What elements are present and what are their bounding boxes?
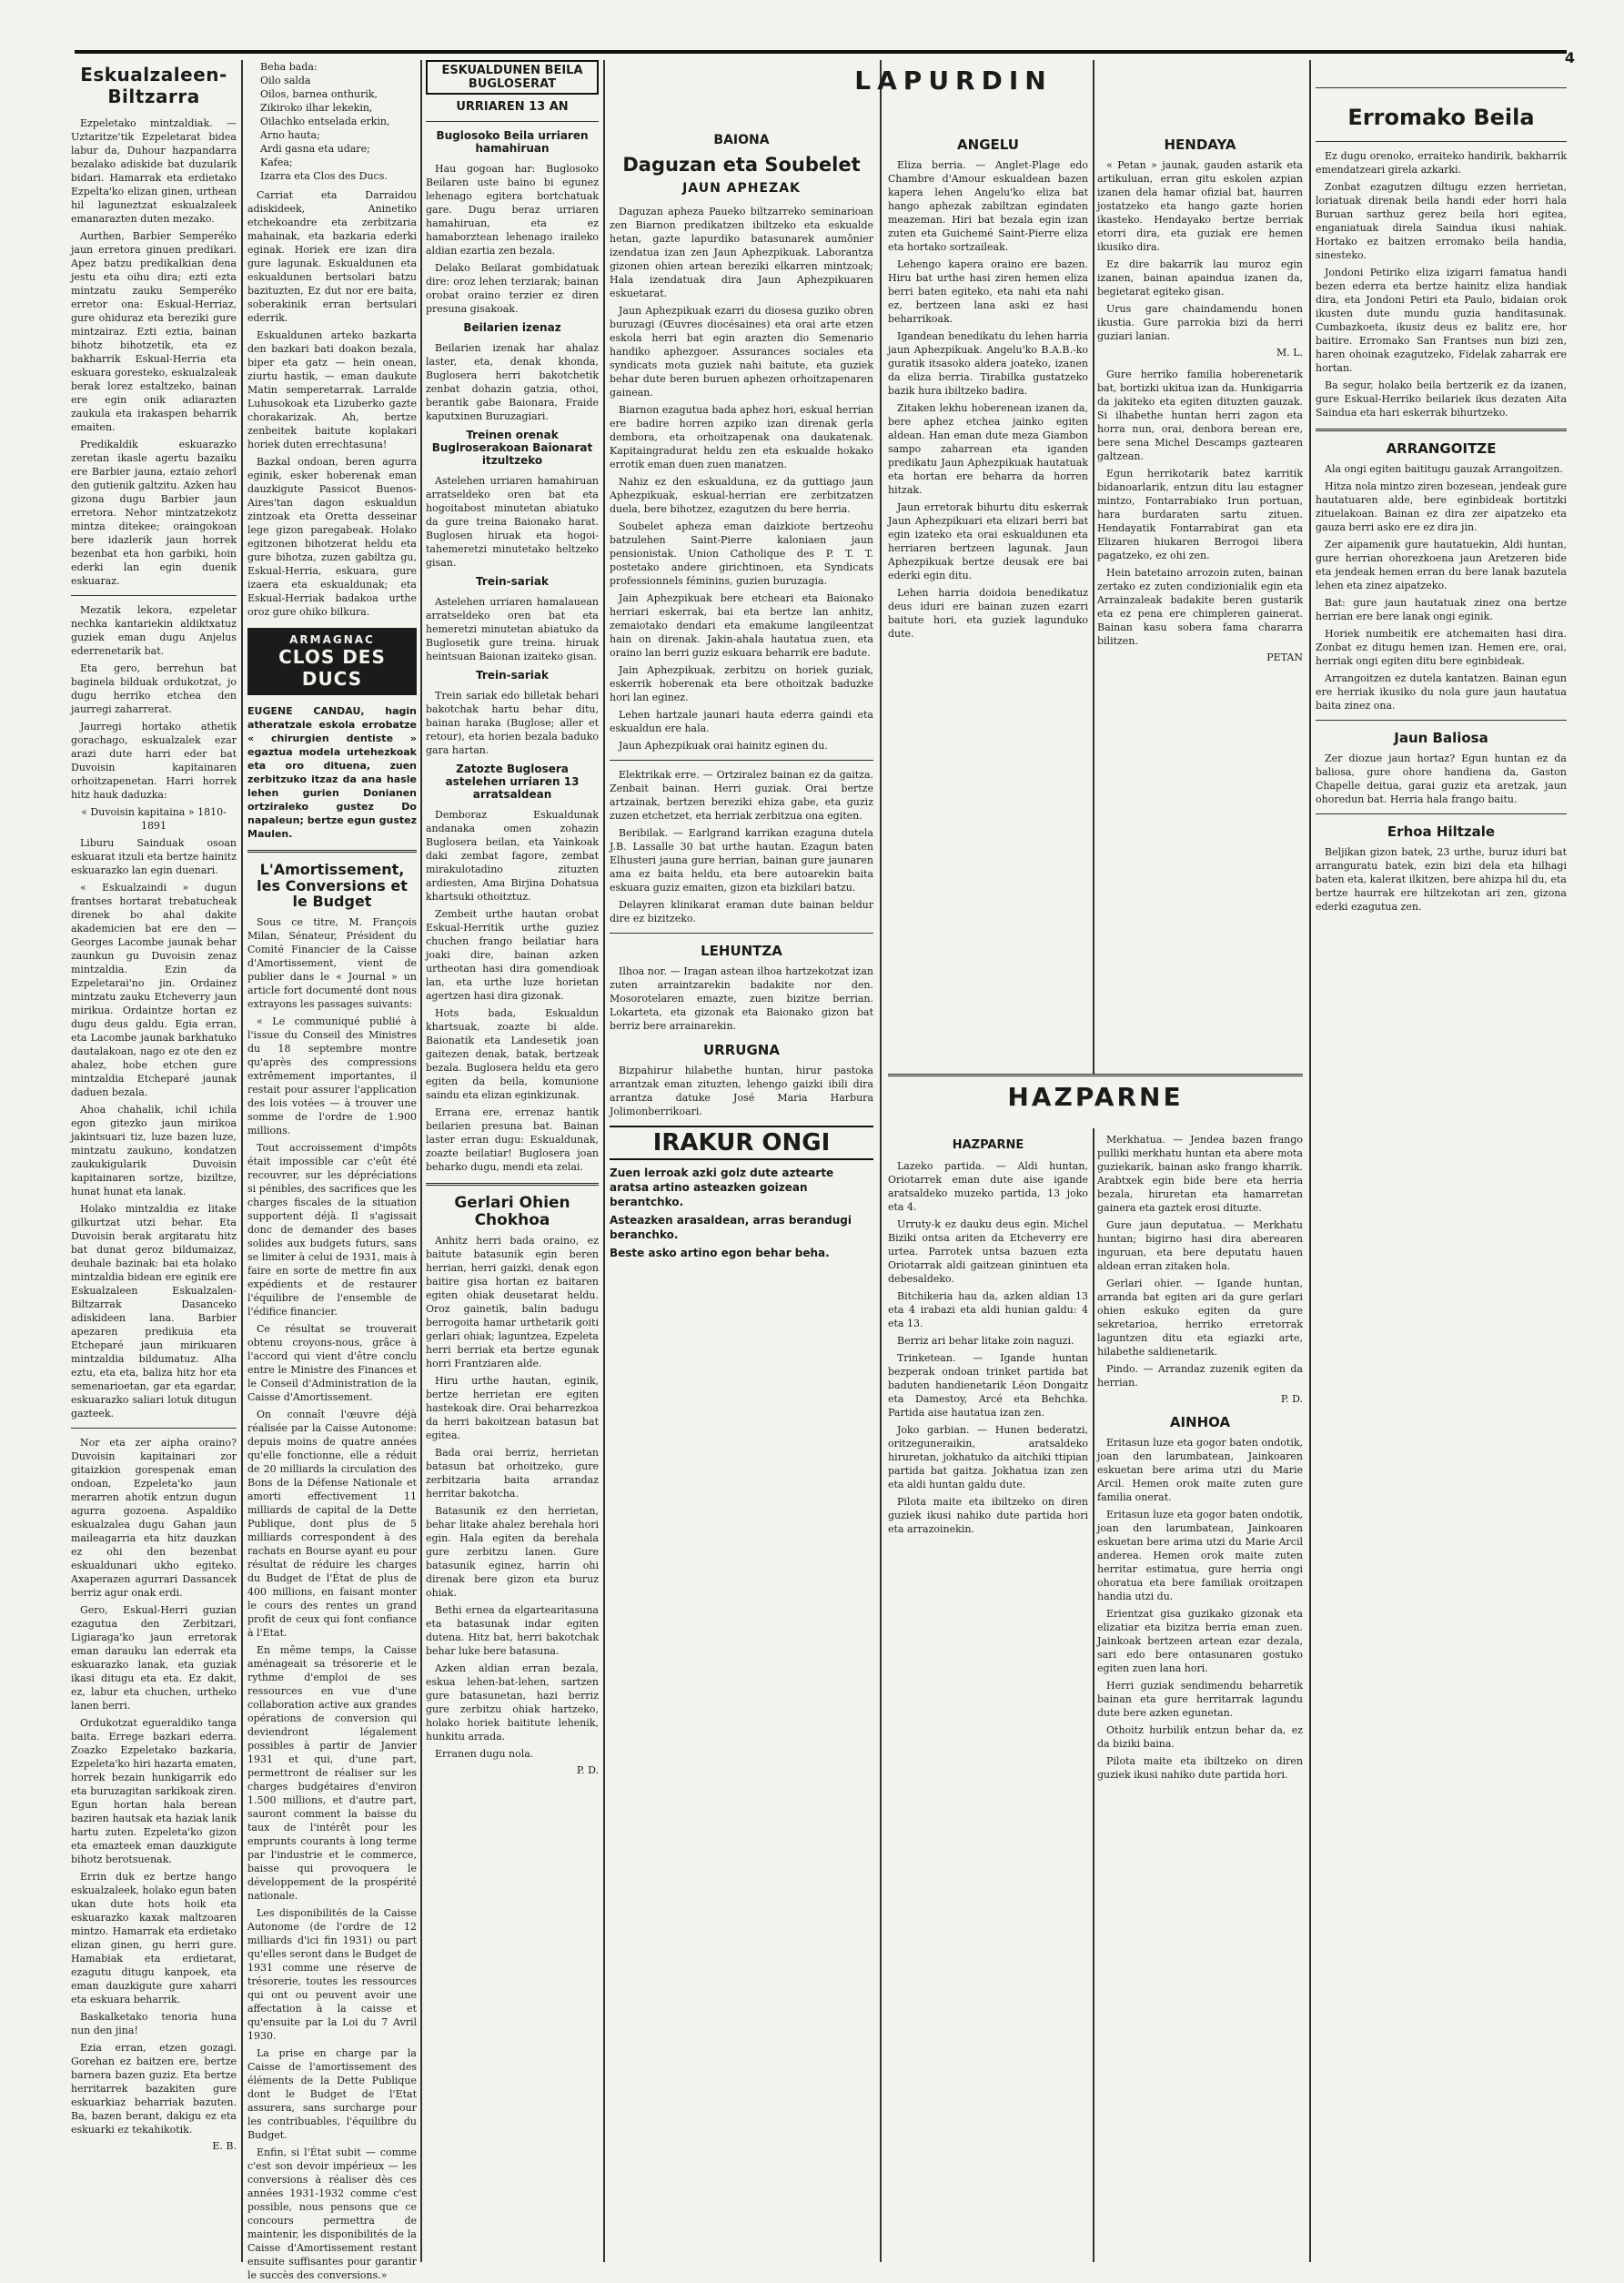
notice-line: Zuen lerroak azki golz dute aztearte aratsa artino asteazken goizean berantchko. xyxy=(610,1167,834,1209)
signature: PETAN xyxy=(1266,652,1303,663)
paragraph: Gure jaun deputatua. — Merkhatu huntan; bigirno hasi dira aberearen inguruan, eta bere deputatu hauen aldean erran zitaken hola. xyxy=(1097,1219,1303,1272)
column-divider xyxy=(1093,60,1094,2262)
signature: E. B. xyxy=(212,2140,237,2152)
paragraph: Pindo. — Arrandaz zuzenik egiten da herrian. xyxy=(1097,1363,1303,1389)
paragraph: Holako mintzaldia ez litake gilkurtzat utzi behar. Eta Duvoisin berak argitaratu hitz bat dunat geroz bildumaizaz, deuhale bazinak: bai eta holako mintzaldia bidean ere eginik ere Eskualzaleen Eskualzalen-Biltzarrak Dasanceko adiskideen lana. Barbier apezaren predikuia eta Etcheparé jaun mirikuaren mintzaldia bildumatuz. Alha eztu, eta eta, baliza hitz hor eta semenarioetan, gar eta egardar, eskuarazko saliari lotuk ditugun gazteek. xyxy=(71,1203,237,1419)
paragraph: Bada orai berriz, herrietan batasun bat orhoitzeko, gure zerbitzaria baita arrandaz herritar bakotcha. xyxy=(426,1447,599,1500)
paragraph: Jondoni Petiriko eliza izigarri famatua handi bezen ederra eta bertze hainitz eliza handiak dira, eta Jondoni Petiri eta Paulo, bidaian orok ikusten dute mundu guzia handitasunak. Cumbazkoeta, ikusiz deus ez balitz ere, hor baitire. Erromako San Frantses nun bizi zen, haren ohoinak ezagutzeko, Fidelak zaharrak ere hortan. xyxy=(1316,267,1567,374)
separator xyxy=(71,595,237,596)
paragraph: Pilota maite eta ibiltzeko on diren guziek ikusi nahiko dute partida hori. xyxy=(1097,1755,1303,1781)
section-heading: Treinen orenak Buglroserakoan Baionarat itzultzeko xyxy=(431,429,593,467)
paragraph: Biarnon ezagutua bada aphez hori, eskual herrian ere badire horren azpiko izan direnak gerla dembora, eta orhoitzapenak ona daukatenak. Kapitaingradurat heldu zen eta eskualde hokako errotik eman duen zuen manatzen. xyxy=(610,404,873,471)
column-hazparne xyxy=(888,1133,1088,2261)
paragraph: Gure herriko familia hoberenetarik bat, bortizki ukitua izan da. Hunkigarria da jakiteko eta egiten dituzten gauzak. Si ilhabethe huntan herri zagon eta horra nun, orai, denbora berean ere, bere sena Michel Descamps gaztearen galtzean. xyxy=(1097,369,1303,462)
article-title: Daguzan eta Soubelet xyxy=(622,154,861,176)
paragraph: Soubelet apheza eman daizkiote bertzeohu batzulehen Saint-Pierre kaloniaen jaun pensionistak. Union Catholique des P. T. T. postetako andere girichtinoen, eta Syndicats professionnels féminins, guzien buruzagia. xyxy=(610,520,873,588)
paragraph: Bizpahirur hilabethe huntan, hirur pastoka arrantzak eman zituzten, lehengo gaizki ibili dira arrantza datuke José Maria Harbura Jolimonberrikoari. xyxy=(610,1065,873,1118)
paragraph: Beribilak. — Earlgrand karrikan ezaguna dutela J.B. Lassalle 30 bat urthe hautan. Ezagun baten Elhusteri jauna gure herrian, bainan gure jaunaren ama ez baita heldu, eta bere autoarekin baita eskuara guziz emaiten, gizon eta bizkilari batzu. xyxy=(610,827,873,894)
separator xyxy=(247,850,417,853)
notice-line: Beste asko artino egon behar beha. xyxy=(610,1247,830,1260)
top-rule xyxy=(75,50,1567,54)
paragraph: Ala ongi egiten baititugu gauzak Arrangoitzen. xyxy=(1325,463,1563,475)
paragraph: Joko garbian. — Hunen bederatzi, oritzeguneraikin, aratsaldeko hiruretan, jokhatuko da aitchiki ttipian partida bat gaitza. Jokhatua izan zen eta aldi huntan galdu dute. xyxy=(888,1424,1088,1490)
paragraph: Delayren klinikarat eraman dute bainan beldur dire ez bizitzeko. xyxy=(610,899,873,925)
menu-line: Oilo salda xyxy=(260,75,311,86)
paragraph: Zitaken lekhu hoberenean izanen da, bere aphez etchea jainko egiten aldean. Han eman dute meza Giambon sampo zaharrean eta iganden predikatu Jaun Aphezpikuak hautatuak eta hortan ere beharra da horren hitzak. xyxy=(888,402,1088,496)
paragraph: « Petan » jaunak, gauden astarik eta artikuluan, erran gitu eskolen azpian izanen dela hamar ofizial bat, haurren jostatzeko eta hango gazte horien ikasteko. Hendayako bertze berriak etorri dira, eta guziak ere hemen ikusiko dira. xyxy=(1097,159,1303,253)
paragraph: Gero, Eskual-Herri guzian ezagutua den Zerbitzari, Ligiaraga'ko jaun erretorak eman darauku lan ederrak eta eskuarazko lanak, eta guziak ikasi ditugu eta eta. Ez dakit, ez, labur eta chuchen, urtheko lanen berri. xyxy=(71,1604,237,1712)
town-heading: HAZPARNE xyxy=(952,1138,1024,1152)
paragraph: Ordukotzat egueraldiko tanga baita. Errege bazkari ederra. Zoazko Ezpeletako bazkaria, Ezpeleta'ko hiri hazarta ematen, horrek bezain hunkigarrik edo eta buruzagitan sarkikoak ziren. Egun hortan hala berean baziren hautsak eta haziak lanik hartu zuten. Ezpeleta'ko gizon eta emazteek eman dauzkigute bihotz berotsuenak. xyxy=(71,1717,237,1865)
town-heading: BAIONA xyxy=(713,133,770,147)
byline: JAUN APHEZAK xyxy=(682,181,801,197)
paragraph: Anhitz herri bada oraino, ez baitute batasunik egin beren herrian, herri gaizki, denak egon baitire gisa hortan ez baitaren egiten ohiak deusetarat heldu. Oroz gainetik, balin badugu berrogoita hamar urthetarik goiti gerlari ohiak; laguntzea, Ezpeleta herri berriak eta bertze egunak horri Frantziaren alde. xyxy=(426,1235,599,1370)
article-title: L'Amortissement, les Conversions et le Budget xyxy=(257,861,408,911)
signature: M. L. xyxy=(1276,347,1303,359)
paragraph: Trinketean. — Igande huntan bezperak ondoan trinket partida bat baduten handienetarik Léon Dongaitz eta Damestoy, Arcé eta Behchka. Partida aise hautatua izan zen. xyxy=(888,1352,1088,1419)
menu-line: Izarra eta Clos des Ducs. xyxy=(260,170,388,182)
paragraph: Jaun Aphezpikuak ezarri du diosesa guziko obren buruzagi (Œuvres diocésaines) eta orai arte etzen eskola herri bat egin arazten dio Semenario handiko aphezgoer. Assurances sociales eta syndicats mota guziek nahi baitute, eta guziek behar dute beren buruen aphezen orhoitzapenaren gainean. xyxy=(610,305,873,399)
notice-title: IRAKUR ONGI xyxy=(610,1126,873,1160)
paragraph: Hau gogoan har: Buglosoko Beilaren uste baino bi egunez lehenago egitera bortchatuak gare. Dugu beraz urriaren hamahiruan, eta ez hamaborztean lehenago iraileko aldian ezartia zen bezala. xyxy=(426,163,599,257)
paragraph: Zer diozue jaun hortaz? Egun huntan ez da baliosa, gure ohore handiena da, Gaston Chapelle deitua, garai guziz eta aretzak, jaun ohoredun bat. Herria hala frango baitu. xyxy=(1316,753,1567,805)
hazparne-banner xyxy=(888,1074,1303,1128)
separator xyxy=(888,1074,1303,1076)
section-heading: Trein-sariak xyxy=(476,575,549,588)
ad-line-1: ARMAGNAC xyxy=(289,633,375,646)
paragraph: Zonbat ezagutzen diltugu ezzen herrietan, loriatuak direnak beila handi eder horri hala Buruan sarthuz gerez beila hori egitea, enganiatuak direla Saindua ikusi nahiak. Hortako ez baitzen erromako beila handia, sinesteko. xyxy=(1316,181,1567,261)
paragraph: Mezatik lekora, ezpeletar nechka kantariekin aldiktxatuz guziek eman dugu Anjelus ederrenetarik bat. xyxy=(71,604,237,657)
paragraph: Astelehen urriaren hamalauean arratseldeko oren bat eta hemeretzi minutetan abiatuko da Buglosetik gure treina. hiruak heintsuan Baionan izaiteko gisan. xyxy=(426,596,599,662)
paragraph: Ba segur, holako beila bertzerik ez da izanen, gure Eskual-Herriko beilariek ikus dezaten Aita Saindua eta hari eskerrak bihurtzeko. xyxy=(1316,379,1567,419)
paragraph: Gerlari ohier. — Igande huntan, arranda bat egiten ari da gure gerlari ohien eskuko egiten da gure sekretarioa, herriko erretorrak laguntzen ditu eta egiazki arte, hilabethe saldienetarik. xyxy=(1097,1278,1303,1358)
paragraph: Arrangoitzen ez dutela kantatzen. Bainan egun ere herriak ikusiko du nola gure jaun hautatua baita zinez ona. xyxy=(1316,672,1567,712)
paragraph: Hots bada, Eskualdun khartsuak, zoazte bi alde. Baionatik eta Landesetik joan gaitezen denak, batak, bertzeak bezala. Buglosera heldu eta gero egiten da beila, komunione saindu eta elizan eginkizunak. xyxy=(426,1007,599,1101)
paragraph: Ezia erran, etzen gozagi. Gorehan ez baitzen ere, bertze barnera bazen guziz. Eta bertze herritarrek bazakiten gure eskuarkiaz beharriak bazuten. Ba, bazen berant, dakigu ez eta eskuarki ez tekahikotik. xyxy=(71,2042,237,2136)
notice-line: Asteazken arasaldean, arras berandugi beranchko. xyxy=(610,1214,852,1242)
signature: P. D. xyxy=(576,1764,599,1777)
paragraph: Lehen harria doidoia benedikatuz deus iduri ere bainan zuzen ezarri baitute hori, eta guziek lagunduko dute. xyxy=(888,587,1088,640)
section-heading: Buglosoko Beila urriaren hamahiruan xyxy=(436,129,589,155)
paragraph: Daguzan apheza Paueko biltzarreko seminarioan zen Biarnon predikatzen ibiltzeko eta eskualde hetan, gazte lapurdiko batasunarek aumônier izendatua izan zen Jaun Aphezpikuak. Laborantza gizonen ohien artean bereziki elkarren mintzoak; Hala izendatuak dira Jaun Aphezpikuaren eskuetarat. xyxy=(610,206,873,300)
paragraph: Jaun erretorak bihurtu ditu eskerrak Jaun Aphezpikuari eta elizari berri bat egin izateko eta orai eskualdunen eta herriaren bertzeen lagunak. Jaun Aphezpikuak bertze deusak ere bai ederki egin ditu. xyxy=(888,501,1088,581)
separator xyxy=(426,1183,599,1186)
article-body xyxy=(71,116,237,2152)
article-title: Jaun Baliosa xyxy=(1394,730,1488,746)
separator xyxy=(610,933,873,934)
paragraph: Jain Aphezpikuak bere etcheari eta Baionako herriari eskerrak, bai eta bertze lan anhitz, zemaiotako dendari eta emakume langileentzat hain on direnak. Jakin-ahala hautatua zuen, eta oraino lan berri guziz eskuara beharrik ere badute. xyxy=(610,592,873,660)
paragraph: Berriz ari behar litake zoin naguzi. xyxy=(897,1335,1074,1347)
page-number: 4 xyxy=(1564,49,1575,66)
column-buglose-pilgrimage xyxy=(426,60,599,2262)
section-heading: Zatozte Buglosera astelehen urriaren 13 arratsaldean xyxy=(445,763,580,801)
menu-line: Beha bada: xyxy=(260,61,318,73)
paragraph: Merkhatua. — Jendea bazen frango pulliki merkhatu huntan eta abere mota guziekarik, bainan asko frango kharrik. Arabtxek egin bide bere eta herria bezala, hiruretan eta hamarretan gainera eta gaztek erosi dituzte. xyxy=(1097,1134,1303,1214)
town-heading: HENDAYA xyxy=(1164,136,1236,153)
paragraph: En même temps, la Caisse aménageait sa trésorerie et le rythme d'emploi de ses ressources en vue d'une collaboration active aux grandes opérations de conversion qui deviendront légalement possibles à partir de Janvier 1931 et qui, d'une part, permettront de réaliser sur les charges budgétaires d'environ 1.500 millions, et d'autre part, sauront comment la baisse du taux de l'intérêt pour les emprunts courants à long terme par l'industrie et le commerce, baisse qui provoquera le développement de la prospérité nationale. xyxy=(247,1643,417,1902)
paragraph: Beilarien izenak har ahalaz laster, eta, denak khonda, Buglosera herri bakotchetik zenbat dohazin gatzia, othoi, berantik gabe Baionara, Fraide kaputxinen Buruzagiari. xyxy=(426,342,599,422)
paragraph: « Le communiqué publié à l'issue du Conseil des Ministres du 18 septembre montre qu'après des compressions extrêmement importantes, il restait pour assurer l'application des lois votées — à trouver une somme de l'ordre de 1.900 millions. xyxy=(247,1015,417,1136)
separator xyxy=(1316,141,1567,142)
section-title: LAPURDIN xyxy=(854,66,1053,96)
separator xyxy=(1316,87,1567,88)
column-baiona xyxy=(610,127,873,2262)
paragraph: Herri guziak sendimendu beharretik bainan eta gure herritarrak lagundu dute bere azken egunetan. xyxy=(1097,1680,1303,1719)
town-heading: URRUGNA xyxy=(703,1042,780,1059)
paragraph: Ilhoa nor. — Iragan astean ilhoa hartzekotzat izan zuten arraintzarekin badakite nor den. Mosorotelaren emazte, zuen bizitze berrian. Lokarteta, eta gizonak eta Baionako gizon bat berriz bere arrainarekin. xyxy=(610,965,873,1033)
paragraph: Lehengo kapera oraino ere bazen. Hiru bat urthe hasi ziren hemen eliza berri baten egiteko, eta nahi eta nahi ez, bertzeen lana aski ez hasi beharrikoak. xyxy=(888,258,1088,325)
paragraph: Errana ere, errenaz hantik beilarien presuna bat. Bainan laster erran dugu: Eskualdunak, zoazte beilatiar! Buglosera joan beharko dugu, mendi eta zelai. xyxy=(426,1106,599,1173)
menu-line: Ardi gasna eta udare; xyxy=(260,143,370,155)
town-heading: ARRANGOITZE xyxy=(1386,440,1497,457)
menu-line: Oilos, barnea onthurik, xyxy=(260,88,378,100)
paragraph: La prise en charge par la Caisse de l'amortissement des éléments de la Dette Publique dont le Budget de l'Etat assurera, sans surcharge pour les contribuables, l'équilibre du Budget. xyxy=(247,2046,417,2141)
paragraph: Lazeko partida. — Aldi huntan, Oriotarrek eman dute aise igande aratsaldeko muzeko partida, 13 joko eta 4. xyxy=(888,1160,1088,1213)
column-divider xyxy=(1309,60,1311,2262)
paragraph: Jaun Aphezpikuak orai hainitz eginen du. xyxy=(619,740,828,753)
column-hendaya xyxy=(1097,127,1303,1070)
column-erromako-beila xyxy=(1316,60,1567,2262)
paragraph: Nahiz ez den eskualduna, ez da guttiago jaun Aphezpikuak, eskual-herrian ere zerbitzatzen duela, bere bihotzez, ezagutzen du bere herria. xyxy=(610,476,873,516)
paragraph: Eta gero, berrehun bat baginela bilduak ordukotzat, jo dugu herriko etchea den jaurregi zaharrerat. xyxy=(71,662,237,715)
paragraph: Jaurregi hortako athetik gorachago, eskualzalek ezar arazi dute harri eder bat Duvoisin kapitainaren orhoitzapenetan. Harri horrek hitz hauk daduzka: xyxy=(71,721,237,801)
paragraph: Eritasun luze eta gogor baten ondotik, joan den larumbatean, Jainkoaren eskuetan bere arima utzi du Marie Arcil. Hemen orok maite zuten gure familia onerat. xyxy=(1097,1437,1303,1503)
paragraph: Liburu Sainduak osoan eskuarat itzuli eta bertze hainitz eskuarazko lan egin duenari. xyxy=(71,837,237,876)
paragraph: Pilota maite eta ibiltzeko on diren guziek ikusi nahiko dute partida hori eta arrazoinekin. xyxy=(888,1496,1088,1535)
paragraph: Hein batetaino arrozoin zuten, bainan zertako ez zuten condizionialik egin eta Arrainzaleak badakite beren gustarik eta ez pena ere chimpleren gainerat. Bainan kasu sobera fama chararra bilitzen. xyxy=(1097,567,1303,647)
section-title: HAZPARNE xyxy=(1007,1082,1184,1112)
column-divider xyxy=(880,60,882,2262)
separator xyxy=(426,121,599,122)
paragraph: Errin duk ez bertze hango eskualzaleek, holako egun baten ukan dute hots hoik eta eskuarazko kaxak maltzoaren mintzo. Hamarrak eta erdietako elizan ginen, gu herri gure. Hamabiak eta erdietarat, ezagutu ditugu kanpoek, eta eman dauzkigute gure xaharri eta eskuara beharrik. xyxy=(71,1871,237,2005)
paragraph: Trein sariak edo billetak behari bakotchak hartu behar ditu, bainan haraka (Buglose; aller et retour), eta horien bezala baduko gara hartan. xyxy=(426,690,599,756)
town-heading: LEHUNTZA xyxy=(701,943,782,960)
paragraph: « Eskualzaindi » dugun frantses hortarat trebatucheak direnek bo ahal dakite akademicien bat ere den — Georges Lacombe jaunak behar zaunkun gu Duvoisin zenaz mintzaldia. Ezin da Ezpeletarai'no jin. Ordainez mintzatu zauku Etcheverry jaun mirikua. Ordaintze hortan ez dugu deus galdu. Egia erran, eta Lacombe jaunak barkhatuko dautalakoan, nago ez ote den ez ahalez, hobe etchen gure mintzaldia Etcheparé jaunak daduen bezala. xyxy=(71,882,237,1098)
ad-line-2: CLOS DES DUCS xyxy=(278,646,386,690)
town-heading: AINHOA xyxy=(1169,1414,1231,1430)
column-eskualzaleen-biltzarra xyxy=(71,60,237,2262)
paragraph: Bitchikeria hau da, azken aldian 13 eta 4 irabazi eta aldi hunian galdu: 4 eta 13. xyxy=(888,1290,1088,1329)
menu-line: Arno hauta; xyxy=(260,129,320,141)
menu-list xyxy=(260,60,417,183)
paragraph: Ezpeletako mintzaldiak. — Uztaritze'tik Ezpeletarat bidea labur da, Duhour hazpandarra bezalako adiskide bat duzularik bidari. Hamarrak eta erdietako Ezpelta'ko elizan ginen, urthean hil laguneztzat eskualzaleek emanarazten duten mezako. xyxy=(71,117,237,225)
paragraph: Ce résultat se trouverait obtenu croyons-nous, grâce à l'accord qui vient d'être conclu entre le Ministre des Finances et le Conseil d'Administration de la Caisse d'Amortissement. xyxy=(247,1322,417,1403)
monument-inscription: « Duvoisin kapitaina » 1810-1891 xyxy=(81,806,227,832)
paragraph: Elektrikak erre. — Ortziralez bainan ez da gaitza. Zenbait bainan. Herri guziak. Orai bertze artzainak, bertzen bereziki ehiza gabe, eta guziz zuzen etchetzet, eta herriak zerbitzua ona egiten. xyxy=(610,769,873,823)
paragraph: Nor eta zer aipha oraino? Duvoisin kapitainari zor gitaizkion gorespenak eman ondoan, Ezpeleta'ko jaun merarren ahotik entzun dugun agurra gozoena. Aspaldiko eskualzalea dugu Gahan jaun maileagarria eta hitz dauzkan ez ohi den bezenbat eskualdunari ukho egiteko. Axaperazen agurrari Dassancek berriz agur onak erdi. xyxy=(71,1437,237,1599)
column-divider xyxy=(420,60,422,2262)
paragraph: Azken aldian erran bezala, eskua lehen-bat-lehen, sartzen gure batasunetan, hazi berriz gure zerbitzu ohiak hartzeko, holako horiek baititute lehenik, hunkitu arrada. xyxy=(426,1662,599,1743)
paragraph: Predikaldik eskuarazko zeretan ikasle agertu bazaiku ere Barbier jauna, eztaio zehorl den gutienik galtzitu. Azken hau gizona dugu Barbier jaun erretora. Nehor mintzatzekotz mintza ditekee; oraingokoan bere idazlerik jaun horrek bezenbat eta hon garbiki, hoin ederki lan egin duenik eskuaraz. xyxy=(71,439,237,587)
menu-line: Zikiroko ilhar lekekin, xyxy=(260,102,373,114)
separator xyxy=(71,1428,237,1429)
paragraph: Sous ce titre, M. François Milan, Sénateur, Président du Comité Financier de la Caisse d'Amortissement, vient de publier dans le « Journal » un article fort documenté dont nous extrayons les passages suivants: xyxy=(247,915,417,1010)
paragraph: Baskalketako tenoria huna nun den jina! xyxy=(71,2011,237,2036)
paragraph: Batasunik ez den herrietan, behar litake ahalez berehala hori egin. Hala egiten da berehala gure zerbitzu lanen. Gure batasunik eginez, harrin ohi direnak bere gizon eta buruz ohiak. xyxy=(426,1505,599,1600)
paragraph: Erranen dugu nola. xyxy=(435,1748,534,1761)
paragraph: Othoitz hurbilik entzun behar da, ez da biziki baina. xyxy=(1097,1724,1303,1750)
town-heading: ANGELU xyxy=(957,136,1019,153)
paragraph: Erientzat gisa guzikako gizonak eta elizatiar eta bizitza berria eman zuen. Jainkoak bertzeen artean ezar dezala, sari edo bere ontasunaren gostuko egiten zuen lana hori. xyxy=(1097,1608,1303,1674)
menu-line: Oilachko entselada erkin, xyxy=(260,116,390,127)
paragraph: Beljikan gizon batek, 23 urthe, buruz iduri bat arranguratu batek, ezin bizi dela eta hilhagi baten eta, kalerat ilkitzen, bere ahizpa hil du, eta bertze haurrak ere hiltzekotan ari zen, gizona ederki ezagutua zen. xyxy=(1316,846,1567,913)
paragraph: Jain Aphezpikuak, zerbitzu on horiek guziak, eskerrik hoberenak eta bere othoitzak baduzke hori lan eginez. xyxy=(610,664,873,704)
paragraph: On connaît l'œuvre déjà réalisée par la Caisse Autonome: depuis moins de quatre années qu'elle fonctionne, elle a réduit de 20 milliards la circulation des Bons de la Défense Nationale et amorti effectivement 11 milliards de capital de la Dette Publique, dont plus de 5 milliards correspondent à des rachats en Bourse ayant eu pour résultat de réduire les charges du Budget de l'État de plus de 400 millions, en faisant monter le cours des rentes un grand profit de ceux qui font confiance à l'Etat. xyxy=(247,1408,417,1639)
paragraph: Tout accroissement d'impôts était impossible car c'eût été recouvrer, sur les dépréciations si pénibles, des sacrifices que les charges fiscales de la situation supportent déjà. Il s'agissait donc de demander des bases solides aux budgets futurs, sans se limiter à celui de 1931, mais à faire en sorte de mettre fin aux expédients et de restaurer l'équilibre de l'ensemble de l'édifice financier. xyxy=(247,1141,417,1318)
article-title: Gerlari Ohien Chokhoa xyxy=(454,1194,570,1229)
section-heading: Beilarien izenaz xyxy=(463,321,561,334)
separator xyxy=(610,760,873,761)
paragraph: Bat: gure jaun hautatuak zinez ona bertze herrian ere bere lanak ongi eginik. xyxy=(1316,597,1567,622)
paragraph: Les disponibilités de la Caisse Autonome (de l'ordre de 12 milliards d'ici fin 1931) ou part qu'elles seront dans le Budget de 1931 comme une réserve de trésorerie, toutes les ressources qui ont ou peuvent avoir une affectation à la caisse et qu'ensuite par la Loi du 7 Avril 1930. xyxy=(247,1906,417,2042)
column-divider xyxy=(241,60,243,2262)
paragraph: Ahoa chahalik, ichil ichila egon gitezko jaun mirikoa jakintsuari tiz, luze bazen luze, mintzatu zaukuno, kondatzen zaukukigularik Duvoisin kapitainaren sortze, biziltze, hunat hunat eta lanak. xyxy=(71,1104,237,1197)
paragraph: Ez dugu orenoko, erraiteko handirik, bakharrik emendatzeari girela azkarki. xyxy=(1316,150,1567,176)
article-date: URRIAREN 13 AN xyxy=(456,100,569,114)
paragraph: Igandean benedikatu du lehen harria jaun Aphezpikuak. Angelu'ko B.A.B.-ko guratik itsasoko aldera joateko, izanen da eliza berria. Tirabilka gustatzeko bazik hura ibiltzeko badira. xyxy=(888,330,1088,397)
armagnac-advertisement xyxy=(247,628,417,695)
paragraph: Bethi ernea da elgartearitasuna eta batasunak indar egiten dutena. Hitz bat, herri bakotchak behar luke bere batasuna. xyxy=(426,1604,599,1658)
separator xyxy=(1316,813,1567,814)
paragraph: Carriat eta Darraidou adiskideek, Aninetiko etchekoandre eta zerbitzaria mahainak, eta bazkaria ederki eginak. Horiek ere izan dira gure lagunak. Eskualdunen eta eskualdunen bertsolari batzu bazituzten, Ez dut nor ere baita, soberakinik erran bertsulari ederrik. xyxy=(247,189,417,324)
paragraph: Bazkal ondoan, beren agurra eginik, esker hoberenak eman dauzkigute Passicot Buenos-Aires'tan dagon eskualdun zintzoak eta Oretta desseinar lege gizon paregabeak. Holako egitzonen bihotzerat heldu eta gure bihotza, zuzen gabiltza gu, Eskual-Herria, eskuara, gure izaera eta eskualdunak; eta Eskual-Herriak badakoa urthe oroz gure ohiko bilkura. xyxy=(247,456,417,618)
paragraph: Zer aipamenik gure hautatuekin, Aldi huntan, gure herrian ohorezkoena jaun Aretzeren bide eta jendeak hemen erran du bere lanak bazutela lehen eta zinez aipatzeko. xyxy=(1316,539,1567,591)
paragraph: Horiek numbeitik ere atchemaiten hasi dira. Zonbat ez ditugu hemen izan. Hemen ere, orai, herriak ongi egiten ditu bere eginbideak. xyxy=(1316,628,1567,667)
paragraph: Delako Beilarat gombidatuak dire: oroz lehen terziarak; bainan orobat oraino terzier ez diren presuna gisakoak. xyxy=(426,262,599,315)
column-divider xyxy=(603,60,605,2262)
paragraph: Enfin, si l'État subit — comme c'est son devoir impérieux — les conversions à réaliser dès ces années 1931-1932 comme c'est possible, nous pensons que ce concours permettra de maintenir, les disponibilités de la Caisse d'Amortissement restant ensuite suffisantes pour garantir le succès des conversions.» xyxy=(247,2146,417,2281)
paragraph: Urruty-k ez dauku deus egin. Michel Biziki ontsa ariten da Etcheverry ere urtea. Parrotek untsa bazuen ezta Oriotarrak aldi gaitzean ginintuen eta debesaldeko. xyxy=(888,1218,1088,1285)
column-menu-and-finance xyxy=(247,60,417,2281)
paragraph: Eskualdunen arteko bazkarta den bazkari bati doakon bezala, biper eta gatz — hein onean, ziurtu hastik, — eman daukute Matin semperetarrak. Larralde Luhusokoak eta Lizuberko gazte chorakarizak. Ah, bertze zenbeitek baitute koplakari horiek duten errechtasuna! xyxy=(247,329,417,450)
signature: P. D. xyxy=(1280,1393,1303,1405)
paragraph: Aurthen, Barbier Semperéko jaun erretora ginuen predikari. Apez batzu predikalkian dena jestu eta oihu dira; ezti ezta mintzatu zauku Semperéko erretor ona: Eskual-Herriaz, gure ohiduraz eta bereziki gure mintzairaz. Ezti eztia, bainan bihotz bihotzetik, eta ez bakharrik Eskual-Herria eta eskuara goresteko, eskualzaleak berak lorez estaltzeko, bainan ere egin onik adiarazten zaukula eta irakaspen beharrik emaiten. xyxy=(71,230,237,433)
separator xyxy=(1316,429,1567,431)
paragraph: Demboraz Eskualdunak andanaka omen zohazin Buglosera beilan, eta Yainkoak daki zembat fagore, zembat mirakulotadino zituzten ardiesten, Ama Birjina Dohatsua khartsuki othoitztuz. xyxy=(426,809,599,903)
paragraph: Urus gare chaindamendu honen ikustia. Gure parrokia bizi da herri guziari lanian. xyxy=(1097,303,1303,342)
paragraph: Astelehen urriaren hamahiruan arratseldeko oren bat eta hogoitabost minutetan abiatuko da gure treina Baionako harat. Buglosen hiruak eta hogoi-tahemeretzi minutetako heltzeko gisan. xyxy=(426,475,599,569)
column-hazparne-continued xyxy=(1097,1133,1303,2261)
section-heading: Trein-sariak xyxy=(476,669,549,682)
paragraph: Zembeit urthe hautan orobat Eskual-Herritik urthe guziez chuchen frango beilatiar hara joaki dire, bainan azken urtheotan hasi dira gomendioak lan, eta urthe luze horietan agertzen hasi dira gizonak. xyxy=(426,908,599,1002)
paragraph: Lehen hartzale jaunari hauta ederra gaindi eta eskualdun ere hala. xyxy=(610,709,873,735)
article-title: Erromako Beila xyxy=(1347,105,1535,130)
menu-line: Kafea; xyxy=(260,157,293,168)
paragraph: Ez dire bakarrik lau muroz egin izanen, bainan apaindua izanen da, begietarat egiteko gisan. xyxy=(1097,258,1303,298)
article-title: ESKUALDUNEN BEILA BUGLOSERAT xyxy=(426,60,599,95)
article-title: Erhoa Hiltzale xyxy=(1387,823,1496,840)
paragraph: Eliza berria. — Anglet-Plage edo Chambre d'Amour eskualdean bazen kapera lehen Angelu'ko eliza bat hango aphezak zabiltzan egindaten meazeman. Hiri bat bezala egin izan zuten eta Guichemé Saint-Pierre eliza eta hortako sortzaileak. xyxy=(888,159,1088,253)
paragraph: Eritasun luze eta gogor baten ondotik, joan den larumbatean, Jainkoaren eskuetan bere arima utzi du Marie Arcil anderea. Hemen orok maite zuten herritar estimatua, gure herria ongi ohoratua eta bere familiak oroitzapen handia utzi du. xyxy=(1097,1509,1303,1602)
paragraph: Egun herrikotarik batez karritik bidanoarlarik, entzun ditu lau estagner mintzo, Fontarrabiako Irun portuan, hara burdaraten sartu zituen. Hendayatik Fontarrabirat gan eta Elizaren hiukaren Berrogoi libera pagatzeko, ez ohi zen. xyxy=(1097,468,1303,561)
dentist-advertisement: EUGENE CANDAU, hagin atheratzale eskola errobatze « chirurgien dentiste » egaztua modela urtehezkoak eta oro dituena, zuen zerbitzuko itzaz da ana hasle lehen gurien Donianen ortziraleko gustez Do napaleun; bertze egun gustez Maulen. xyxy=(247,705,417,840)
paragraph: Hitza nola mintzo ziren bozesean, jendeak gure hautatuaren alde, bere eginbideak bortitzki zituelakoan. Bainan ez dira zer aipatzeko eta gauza berri asko ere ez dira jin. xyxy=(1316,480,1567,533)
article-title: Eskualzaleen-Biltzarra xyxy=(80,64,227,107)
paragraph: Hiru urthe hautan, eginik, bertze herrietan ere egiten hastekoak dire. Orai beharrezkoa da herri bakoitzean batasun bat egitea. xyxy=(426,1375,599,1442)
separator xyxy=(1316,720,1567,721)
